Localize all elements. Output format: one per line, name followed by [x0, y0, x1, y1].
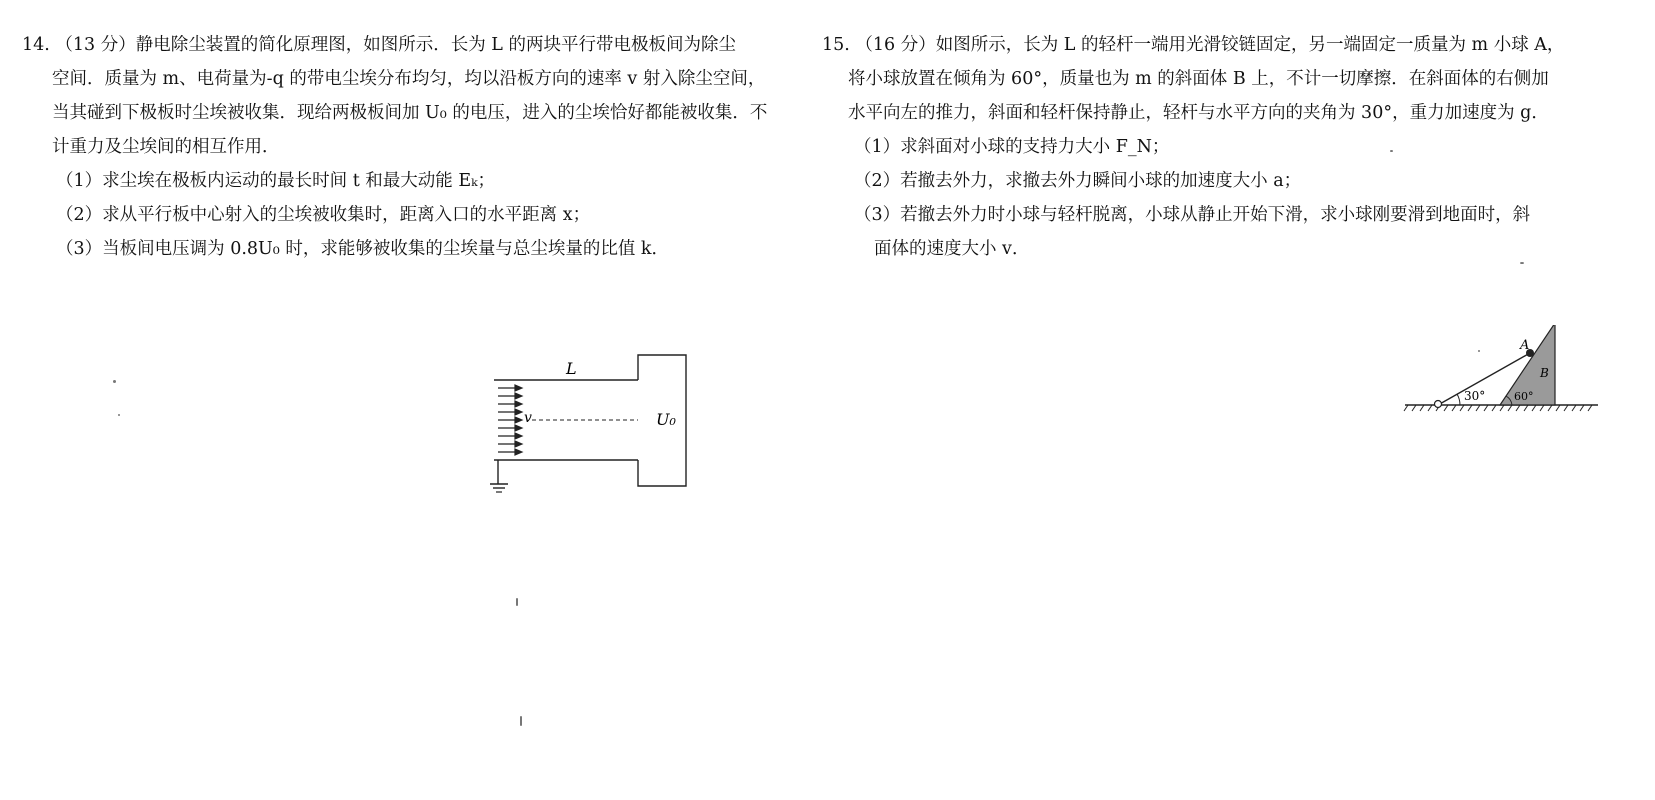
q14-stem-line-3: 当其碰到下极板时尘埃被收集．现给两极板间加 U₀ 的电压，进入的尘埃恰好都能被收集．不 — [52, 103, 768, 123]
q14-part-1: （1）求尘埃在极板内运动的最长时间 t 和最大动能 Eₖ； — [56, 171, 496, 191]
scan-speck — [1520, 262, 1524, 264]
q14-stem-line-2: 空间．质量为 m、电荷量为-q 的带电尘埃分布均匀，均以沿板方向的速率 v 射入除尘空间， — [52, 69, 766, 89]
scan-speck — [118, 414, 120, 416]
question-14 — [22, 28, 792, 266]
label-v: v — [524, 410, 532, 426]
scan-speck — [516, 598, 518, 606]
q15-part-3-line-2: 面体的速度大小 v． — [874, 239, 1030, 259]
label-L: L — [566, 359, 577, 378]
label-A: A — [1520, 338, 1530, 353]
scan-speck — [520, 716, 522, 726]
dust-arrows — [498, 385, 522, 455]
label-30deg: 30° — [1464, 389, 1486, 403]
scan-speck — [1478, 350, 1480, 352]
q14-stem-line-4: 计重力及尘埃间的相互作用． — [52, 137, 280, 157]
label-B: B — [1540, 366, 1549, 380]
q15-stem-line-1: 15. （16 分）如图所示，长为 L 的轻杆一端用光滑铰链固定，另一端固定一质量为 m 小球 A， — [822, 35, 1565, 55]
scan-speck — [1390, 150, 1393, 152]
angle-arc-30 — [1457, 394, 1460, 405]
q15-part-2: （2）若撤去外力，求撤去外力瞬间小球的加速度大小 a； — [854, 171, 1302, 191]
q14-stem-line-1: 14. （13 分）静电除尘装置的简化原理图，如图所示．长为 L 的两块平行带电极板间为除尘 — [22, 35, 736, 55]
q15-part-1: （1）求斜面对小球的支持力大小 F_N； — [854, 137, 1170, 157]
label-U0: U₀ — [656, 410, 676, 429]
scan-speck — [113, 380, 116, 383]
hinge — [1435, 401, 1442, 408]
label-60deg: 60° — [1514, 390, 1534, 403]
q15-stem-line-3: 水平向左的推力，斜面和轻杆保持静止，轻杆与水平方向的夹角为 30°，重力加速度为 g． — [848, 103, 1549, 123]
q14-parallel-plate-figure — [488, 350, 698, 500]
question-15 — [822, 28, 1597, 266]
q14-part-2: （2）求从平行板中心射入的尘埃被收集时，距离入口的水平距离 x； — [56, 205, 591, 225]
q15-rod-wedge-figure — [1400, 325, 1600, 435]
ground-hatching — [1404, 405, 1592, 411]
q15-stem-line-2: 将小球放置在倾角为 60°，质量也为 m 的斜面体 B 上，不计一切摩擦．在斜面体的右侧加 — [848, 69, 1549, 89]
q14-part-3: （3）当板间电压调为 0.8U₀ 时，求能够被收集的尘埃量与总尘埃量的比值 k． — [56, 239, 670, 259]
q15-part-3-line-1: （3）若撤去外力时小球与轻杆脱离，小球从静止开始下滑，求小球刚要滑到地面时，斜 — [854, 205, 1531, 225]
